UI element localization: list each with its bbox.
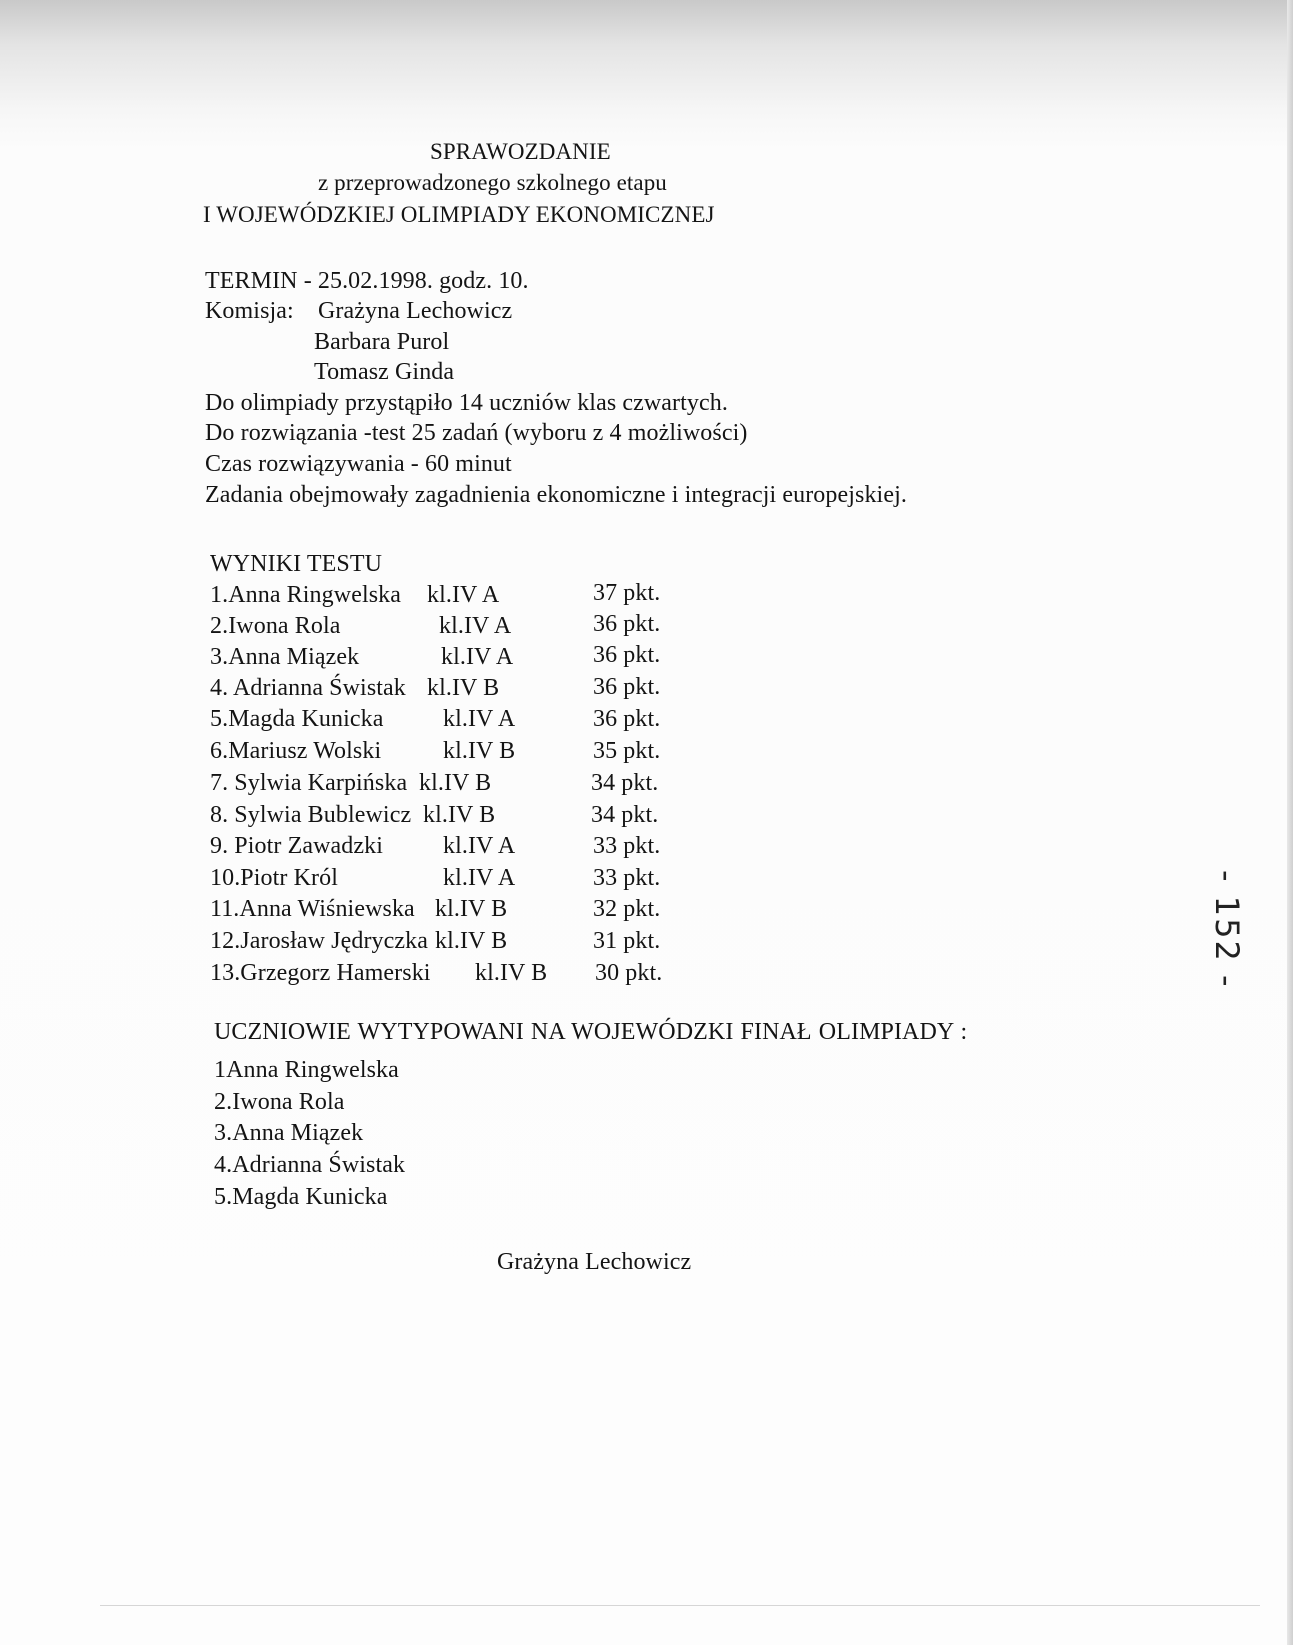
scan-edge bbox=[1287, 0, 1293, 1645]
komisja-label: Komisja: bbox=[205, 298, 294, 324]
result-points: 36 pkt. bbox=[593, 706, 661, 732]
result-points: 36 pkt. bbox=[593, 642, 661, 668]
result-class: kl.IV B bbox=[435, 896, 508, 922]
finalist-item: 5.Magda Kunicka bbox=[214, 1184, 388, 1210]
result-class: kl.IV B bbox=[475, 960, 548, 986]
result-class: kl.IV B bbox=[427, 675, 500, 701]
result-class: kl.IV B bbox=[443, 738, 516, 764]
result-points: 36 pkt. bbox=[593, 674, 661, 700]
result-name: 11.Anna Wiśniewska bbox=[210, 896, 415, 922]
result-name: 3.Anna Miązek bbox=[210, 644, 360, 670]
result-points: 34 pkt. bbox=[591, 770, 659, 796]
finalist-item: 3.Anna Miązek bbox=[214, 1120, 364, 1146]
result-points: 34 pkt. bbox=[591, 802, 659, 828]
info-line: Czas rozwiązywania - 60 minut bbox=[205, 451, 512, 477]
result-points: 35 pkt. bbox=[593, 738, 661, 764]
result-class: kl.IV A bbox=[439, 613, 512, 639]
result-class: kl.IV B bbox=[419, 770, 492, 796]
event-name: I WOJEWÓDZKIEJ OLIMPIADY EKONOMICZNEJ bbox=[203, 202, 715, 227]
result-name: 5.Magda Kunicka bbox=[210, 706, 384, 732]
result-class: kl.IV A bbox=[441, 644, 514, 670]
signature: Grażyna Lechowicz bbox=[497, 1249, 692, 1275]
result-points: 32 pkt. bbox=[593, 896, 661, 922]
result-name: 9. Piotr Zawadzki bbox=[210, 833, 383, 859]
result-class: kl.IV A bbox=[443, 833, 516, 859]
result-name: 10.Piotr Król bbox=[210, 865, 338, 891]
result-name: 12.Jarosław Jędryczka bbox=[210, 928, 429, 954]
result-name: 4. Adrianna Świstak bbox=[210, 675, 406, 701]
result-points: 37 pkt. bbox=[593, 580, 661, 606]
result-name: 8. Sylwia Bublewicz bbox=[210, 802, 412, 828]
result-points: 33 pkt. bbox=[593, 865, 661, 891]
info-line: Zadania obejmowały zagadnienia ekonomiczne i integracji europejskiej. bbox=[205, 482, 907, 508]
komisja-member: Barbara Purol bbox=[314, 329, 450, 355]
report-title: SPRAWOZDANIE bbox=[430, 139, 611, 164]
info-line: Do olimpiady przystąpiło 14 uczniów klas czwartych. bbox=[205, 390, 728, 416]
result-points: 31 pkt. bbox=[593, 928, 661, 954]
page-number-note: - 152 - bbox=[1208, 870, 1246, 989]
finalist-item: 2.Iwona Rola bbox=[214, 1089, 345, 1115]
bottom-scan-line bbox=[100, 1605, 1260, 1606]
result-name: 1.Anna Ringwelska bbox=[210, 582, 402, 608]
info-line: Do rozwiązania -test 25 zadań (wyboru z 4 możliwości) bbox=[205, 420, 748, 446]
finalist-item: 4.Adrianna Świstak bbox=[214, 1152, 406, 1178]
komisja-member: Tomasz Ginda bbox=[314, 359, 455, 385]
report-subtitle: z przeprowadzonego szkolnego etapu bbox=[318, 170, 667, 195]
finalists-heading: UCZNIOWIE WYTYPOWANI NA WOJEWÓDZKI FINAŁ OLIMPIADY : bbox=[214, 1019, 968, 1045]
komisja-member: Grażyna Lechowicz bbox=[318, 298, 513, 324]
result-name: 2.Iwona Rola bbox=[210, 613, 341, 639]
result-name: 13.Grzegorz Hamerski bbox=[210, 960, 431, 986]
result-class: kl.IV A bbox=[427, 582, 500, 608]
result-name: 6.Mariusz Wolski bbox=[210, 738, 382, 764]
result-name: 7. Sylwia Karpińska bbox=[210, 770, 408, 796]
result-class: kl.IV B bbox=[423, 802, 496, 828]
results-heading: WYNIKI TESTU bbox=[210, 551, 383, 577]
result-class: kl.IV B bbox=[435, 928, 508, 954]
result-points: 30 pkt. bbox=[595, 960, 663, 986]
result-class: kl.IV A bbox=[443, 865, 516, 891]
termin-line: TERMIN - 25.02.1998. godz. 10. bbox=[205, 268, 529, 294]
result-points: 36 pkt. bbox=[593, 611, 661, 637]
result-points: 33 pkt. bbox=[593, 833, 661, 859]
finalist-item: 1Anna Ringwelska bbox=[214, 1057, 399, 1083]
result-class: kl.IV A bbox=[443, 706, 516, 732]
